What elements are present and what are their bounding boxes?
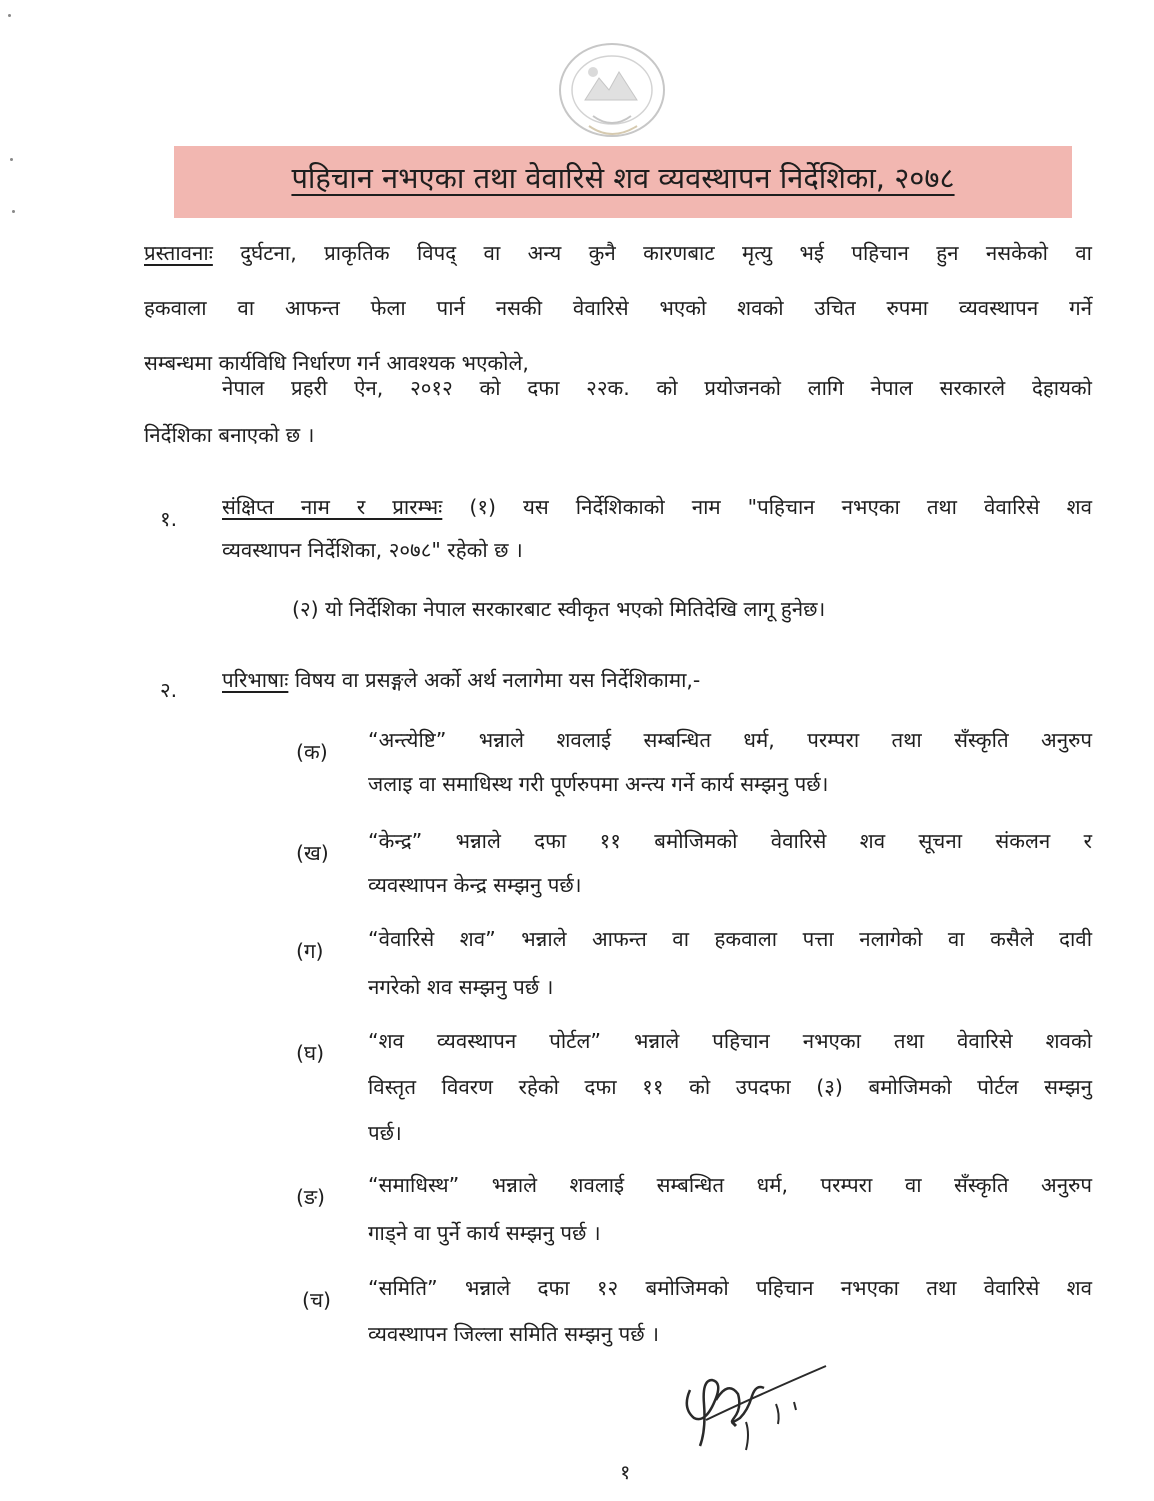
preamble-line-3: सम्बन्धमा कार्यविधि निर्धारण गर्न आवश्यक भएकोले, (144, 351, 529, 375)
preamble-line-2: हकवाला वा आफन्त फेला पार्न नसकी वेवारिसे भएको शवको उचित रुपमा व्यवस्थापन गर्ने (144, 296, 1092, 320)
section-1-line-1 (222, 495, 1092, 520)
definition-label: (क) (296, 740, 328, 764)
definition-line-1: “समाधिस्थ” भन्नाले शवलाई सम्बन्धित धर्म, परम्परा वा सँस्कृति अनुरुप (368, 1173, 1092, 1197)
scan-mark (8, 14, 11, 17)
scan-mark (10, 158, 13, 161)
definition-label: (ख) (296, 841, 329, 865)
definition-line-2: व्यवस्थापन केन्द्र सम्झनु पर्छ। (368, 873, 582, 897)
government-seal-icon (553, 38, 671, 146)
definition-line-1: “अन्त्येष्टि” भन्नाले शवलाई सम्बन्धित धर्म, परम्परा तथा सँस्कृति अनुरुप (368, 728, 1092, 752)
definition-line-2: जलाइ वा समाधिस्थ गरी पूर्णरुपमा अन्त्य गर्ने कार्य सम्झनु पर्छ। (368, 772, 829, 796)
preamble-line-1 (144, 241, 1092, 266)
definition-line-2: विस्तृत विवरण रहेको दफा ११ को उपदफा (३) बमोजिमको पोर्टल सम्झनु (368, 1075, 1092, 1099)
definition-label: (ङ) (296, 1185, 326, 1209)
preamble-line-4: नेपाल प्रहरी ऐन, २०१२ को दफा २२क. को प्रयोजनको लागि नेपाल सरकारले देहायको (222, 376, 1092, 400)
definition-line-2: गाड्ने वा पुर्ने कार्य सम्झनु पर्छ । (368, 1221, 601, 1245)
definition-line-1: “वेवारिसे शव” भन्नाले आफन्त वा हकवाला पत्ता नलागेको वा कसैले दावी (368, 927, 1092, 951)
scan-mark (12, 210, 15, 213)
definition-line-2: व्यवस्थापन जिल्ला समिति सम्झनु पर्छ । (368, 1322, 659, 1346)
definition-label: (ग) (296, 939, 324, 963)
definition-line-1: “समिति” भन्नाले दफा १२ बमोजिमको पहिचान नभएका तथा वेवारिसे शव (368, 1276, 1092, 1300)
definition-line-3: पर्छ। (368, 1121, 402, 1145)
section-1-number: १. (160, 507, 178, 531)
section-2-heading: परिभाषाः (222, 668, 289, 692)
definition-label: (च) (302, 1288, 332, 1312)
section-1-sub-2: (२) यो निर्देशिका नेपाल सरकारबाट स्वीकृत भएको मितिदेखि लागू हुनेछ। (292, 597, 826, 621)
definition-line-1: “शव व्यवस्थापन पोर्टल” भन्नाले पहिचान नभएका तथा वेवारिसे शवको (368, 1029, 1092, 1053)
document-title: पहिचान नभएका तथा वेवारिसे शव व्यवस्थापन निर्देशिका, २०७८ (291, 161, 955, 195)
definition-line-2: नगरेको शव सम्झनु पर्छ । (368, 975, 554, 999)
section-1-line-2: व्यवस्थापन निर्देशिका, २०७८" रहेको छ । (222, 538, 523, 562)
preamble-line-1-text: दुर्घटना, प्राकृतिक विपद् वा अन्य कुनै कारणबाट मृत्यु भई पहिचान हुन नसकेको वा (212, 241, 1092, 265)
section-2-heading-line (222, 668, 700, 693)
section-2-number: २. (160, 678, 178, 702)
signature (676, 1360, 836, 1460)
preamble-label: प्रस्तावना (144, 241, 213, 265)
section-1-heading: संक्षिप्त नाम र प्रारम्भः (222, 495, 443, 519)
section-2-heading-text: विषय वा प्रसङ्गले अर्को अर्थ नलागेमा यस निर्देशिकामा,- (288, 668, 701, 692)
preamble-line-5: निर्देशिका बनाएको छ । (144, 423, 315, 447)
definition-label: (घ) (296, 1041, 325, 1065)
page-number: १ (620, 1460, 631, 1484)
definition-line-1: “केन्द्र” भन्नाले दफा ११ बमोजिमको वेवारिसे शव सूचना संकलन र (368, 829, 1092, 853)
section-1-line-1-text: (१) यस निर्देशिकाको नाम "पहिचान नभएका तथा वेवारिसे शव (442, 495, 1092, 519)
